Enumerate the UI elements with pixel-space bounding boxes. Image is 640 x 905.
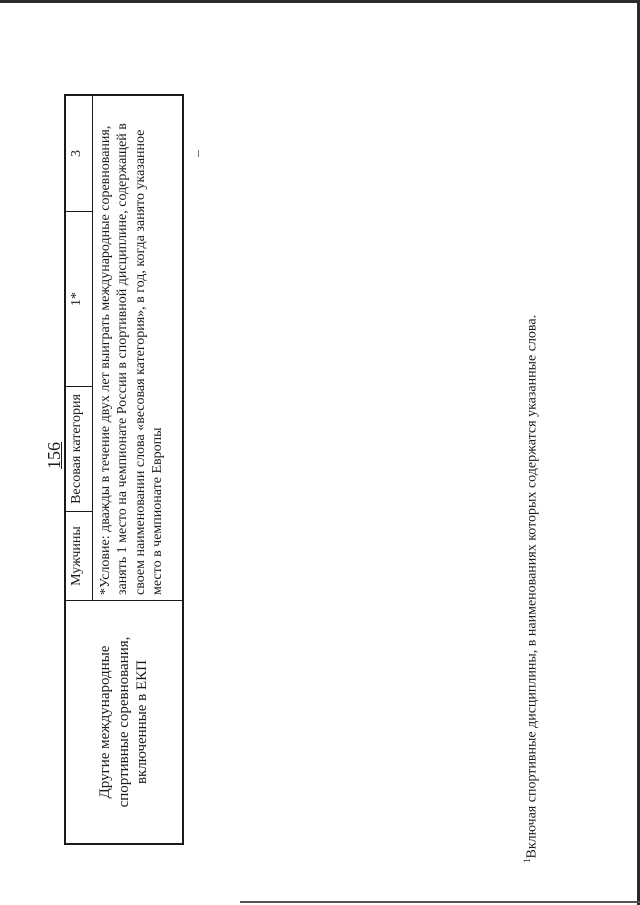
competition-cell: Другие международные спортивные соревнования, включенные в ЕКП xyxy=(65,601,183,845)
table-row xyxy=(65,95,92,844)
category-cell: Весовая категория xyxy=(65,387,92,512)
place-cell: 1* xyxy=(65,212,92,387)
award-table xyxy=(64,94,184,845)
footnote-marker: 1 xyxy=(522,858,532,863)
page-number: 156 xyxy=(44,442,64,469)
footnote-text: Включая спортивные дисциплины, в наименованиях которых содержатся указанные слова. xyxy=(524,314,540,859)
points-cell: 3 xyxy=(65,95,92,212)
condition-cell: *Условие: дважды в течение двух лет выиграть международные соревнования, занять 1 место на чемпионате России в спортивной дисциплине, содержащей в своем наименовании слова «весовая категория», в год, когда занято указанное место в чемпионате Европы xyxy=(92,95,183,601)
footnote xyxy=(522,315,541,863)
scan-mark xyxy=(198,150,199,157)
gender-cell: Мужчины xyxy=(65,512,92,601)
